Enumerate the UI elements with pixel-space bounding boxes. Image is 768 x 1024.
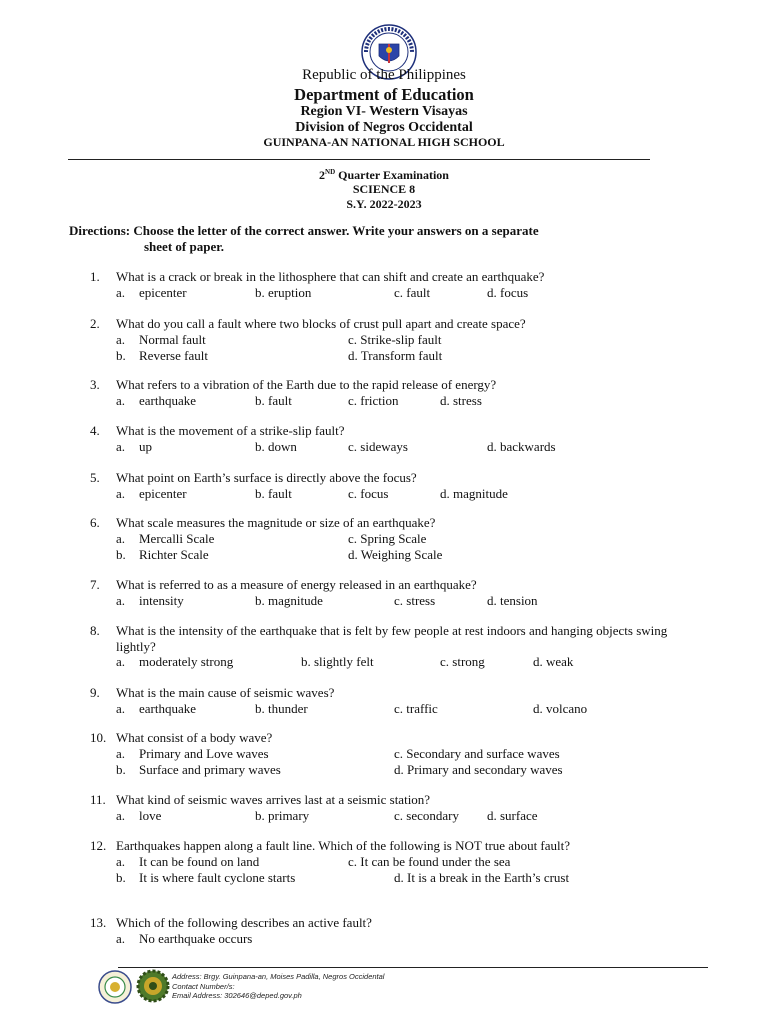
answer-option-d[interactable]: d. Primary and secondary waves xyxy=(394,762,563,777)
question-number: 6. xyxy=(90,515,100,530)
answer-option-d[interactable]: d. Weighing Scale xyxy=(348,547,443,562)
answer-option-c[interactable]: c. Secondary and surface waves xyxy=(394,746,560,761)
directions-line-1: Directions: Choose the letter of the correct answer. Write your answers on a separate xyxy=(69,223,539,238)
option-letter-a: a. xyxy=(116,808,126,823)
answer-option-a[interactable]: earthquake xyxy=(139,393,197,408)
answer-option-a[interactable]: No earthquake occurs xyxy=(139,931,253,946)
answer-option-a[interactable]: intensity xyxy=(139,593,184,608)
answer-option-b[interactable]: b. thunder xyxy=(255,701,308,716)
option-letter-b: b. xyxy=(116,348,126,363)
answer-option-d[interactable]: d. weak xyxy=(533,654,574,669)
answer-option-a[interactable]: epicenter xyxy=(139,285,187,300)
question-text: What is referred to as a measure of energy released in an earthquake? xyxy=(116,577,477,592)
exam-subject: SCIENCE 8 xyxy=(352,182,416,196)
directions-line-2: sheet of paper. xyxy=(144,239,225,254)
question-number: 1. xyxy=(90,269,100,284)
answer-option-b[interactable]: Reverse fault xyxy=(139,348,208,363)
region-line: Region VI- Western Visayas xyxy=(300,104,468,119)
question-text: What scale measures the magnitude or size of an earthquake? xyxy=(116,515,436,530)
answer-option-a[interactable]: moderately strong xyxy=(139,654,234,669)
question-number: 2. xyxy=(90,316,100,331)
answer-option-b[interactable]: b. eruption xyxy=(255,285,312,300)
question-number: 4. xyxy=(90,423,100,438)
answer-option-c[interactable]: c. Spring Scale xyxy=(348,531,427,546)
school-year: S.Y. 2022-2023 xyxy=(346,197,422,211)
answer-option-c[interactable]: c. Strike-slip fault xyxy=(348,332,442,347)
answer-option-c[interactable]: c. fault xyxy=(394,285,431,300)
question-number: 8. xyxy=(90,623,100,638)
department-title: Department of Education xyxy=(294,85,474,104)
answer-option-a[interactable]: Normal fault xyxy=(139,332,206,347)
answer-option-c[interactable]: c. secondary xyxy=(394,808,459,823)
answer-option-a[interactable]: up xyxy=(139,439,152,454)
gear-emblem-logo xyxy=(136,968,170,1004)
answer-option-d[interactable]: d. surface xyxy=(487,808,538,823)
answer-option-b[interactable]: Surface and primary waves xyxy=(139,762,281,777)
answer-option-c[interactable]: c. stress xyxy=(394,593,436,608)
footer-contact-number: Contact Number/s: xyxy=(172,981,235,991)
option-letter-a: a. xyxy=(116,931,126,946)
option-letter-a: a. xyxy=(116,439,126,454)
answer-option-c[interactable]: c. strong xyxy=(440,654,485,669)
answer-option-b[interactable]: b. magnitude xyxy=(255,593,323,608)
answer-option-b[interactable]: b. slightly felt xyxy=(301,654,374,669)
answer-option-c[interactable]: c. traffic xyxy=(394,701,438,716)
republic-line: Republic of the Philippines xyxy=(302,67,466,83)
answer-option-a[interactable]: epicenter xyxy=(139,486,187,501)
answer-option-d[interactable]: d. volcano xyxy=(533,701,588,716)
option-letter-a: a. xyxy=(116,701,126,716)
option-letter-a: a. xyxy=(116,654,126,669)
answer-option-d[interactable]: d. focus xyxy=(487,285,529,300)
answer-option-b[interactable]: Richter Scale xyxy=(139,547,209,562)
division-line: Division of Negros Occidental xyxy=(295,120,473,135)
school-name: GUINPANA-AN NATIONAL HIGH SCHOOL xyxy=(263,135,505,149)
footer-address: Address: Brgy. Guinpana-an, Moises Padilla, Negros Occidental xyxy=(172,972,385,981)
answer-option-d[interactable]: d. backwards xyxy=(487,439,556,454)
answer-option-b[interactable]: It is where fault cyclone starts xyxy=(139,870,296,885)
question-number: 12. xyxy=(90,838,107,853)
answer-option-d[interactable]: d. magnitude xyxy=(440,486,508,501)
option-letter-a: a. xyxy=(116,393,126,408)
question-text: What is a crack or break in the lithosphere that can shift and create an earthquake? xyxy=(116,269,545,284)
answer-option-c[interactable]: c. sideways xyxy=(348,439,408,454)
footer-email: Email Address: 302646@deped.gov.ph xyxy=(172,991,302,1000)
question-text: What is the movement of a strike-slip fault? xyxy=(116,423,345,438)
answer-option-b[interactable]: b. down xyxy=(255,439,297,454)
question-number: 9. xyxy=(90,685,100,700)
question-text: What is the main cause of seismic waves? xyxy=(116,685,335,700)
option-letter-a: a. xyxy=(116,593,126,608)
option-letter-a: a. xyxy=(116,332,126,347)
option-letter-b: b. xyxy=(116,870,126,885)
footer-divider xyxy=(118,967,708,968)
question-number: 7. xyxy=(90,577,100,592)
question-text: Earthquakes happen along a fault line. Which of the following is NOT true about fault? xyxy=(116,838,571,853)
question-number: 11. xyxy=(90,792,106,807)
answer-option-d[interactable]: d. It is a break in the Earth’s crust xyxy=(394,870,570,885)
option-letter-a: a. xyxy=(116,746,126,761)
option-letter-b: b. xyxy=(116,762,126,777)
exam-title: 2ND Quarter Examination xyxy=(319,168,449,182)
option-letter-a: a. xyxy=(116,486,126,501)
answer-option-a[interactable]: Primary and Love waves xyxy=(139,746,269,761)
answer-option-d[interactable]: d. Transform fault xyxy=(348,348,443,363)
question-number: 3. xyxy=(90,377,100,392)
question-number: 13. xyxy=(90,915,107,930)
option-letter-a: a. xyxy=(116,285,126,300)
answer-option-a[interactable]: Mercalli Scale xyxy=(139,531,215,546)
option-letter-a: a. xyxy=(116,854,126,869)
directions xyxy=(69,223,629,255)
option-letter-b: b. xyxy=(116,547,126,562)
answer-option-b[interactable]: b. primary xyxy=(255,808,310,823)
footer-contact xyxy=(172,972,384,1001)
question-text: What is the intensity of the earthquake that is felt by few people at rest indoors and hanging objects swing lightly? xyxy=(116,623,668,654)
question-number: 5. xyxy=(90,470,100,485)
question-number: 10. xyxy=(90,730,107,745)
answer-option-a[interactable]: earthquake xyxy=(139,701,197,716)
answer-option-a[interactable]: It can be found on land xyxy=(139,854,260,869)
answer-option-c[interactable]: c. friction xyxy=(348,393,399,408)
answer-option-a[interactable]: love xyxy=(139,808,162,823)
answer-option-d[interactable]: d. stress xyxy=(440,393,482,408)
answer-option-d[interactable]: d. tension xyxy=(487,593,538,608)
answer-option-b[interactable]: b. fault xyxy=(255,486,292,501)
question-text: Which of the following describes an active fault? xyxy=(116,915,372,930)
school-seal-logo xyxy=(98,970,132,1004)
question-text: What point on Earth’s surface is directly above the focus? xyxy=(116,470,417,485)
answer-option-c[interactable]: c. It can be found under the sea xyxy=(348,854,511,869)
answer-option-c[interactable]: c. focus xyxy=(348,486,389,501)
question-text: What consist of a body wave? xyxy=(116,730,273,745)
question-text: What do you call a fault where two blocks of crust pull apart and create space? xyxy=(116,316,526,331)
question-text: What refers to a vibration of the Earth due to the rapid release of energy? xyxy=(116,377,497,392)
answer-option-b[interactable]: b. fault xyxy=(255,393,292,408)
question-text: What kind of seismic waves arrives last at a seismic station? xyxy=(116,792,431,807)
option-letter-a: a. xyxy=(116,531,126,546)
header-divider xyxy=(68,159,650,160)
